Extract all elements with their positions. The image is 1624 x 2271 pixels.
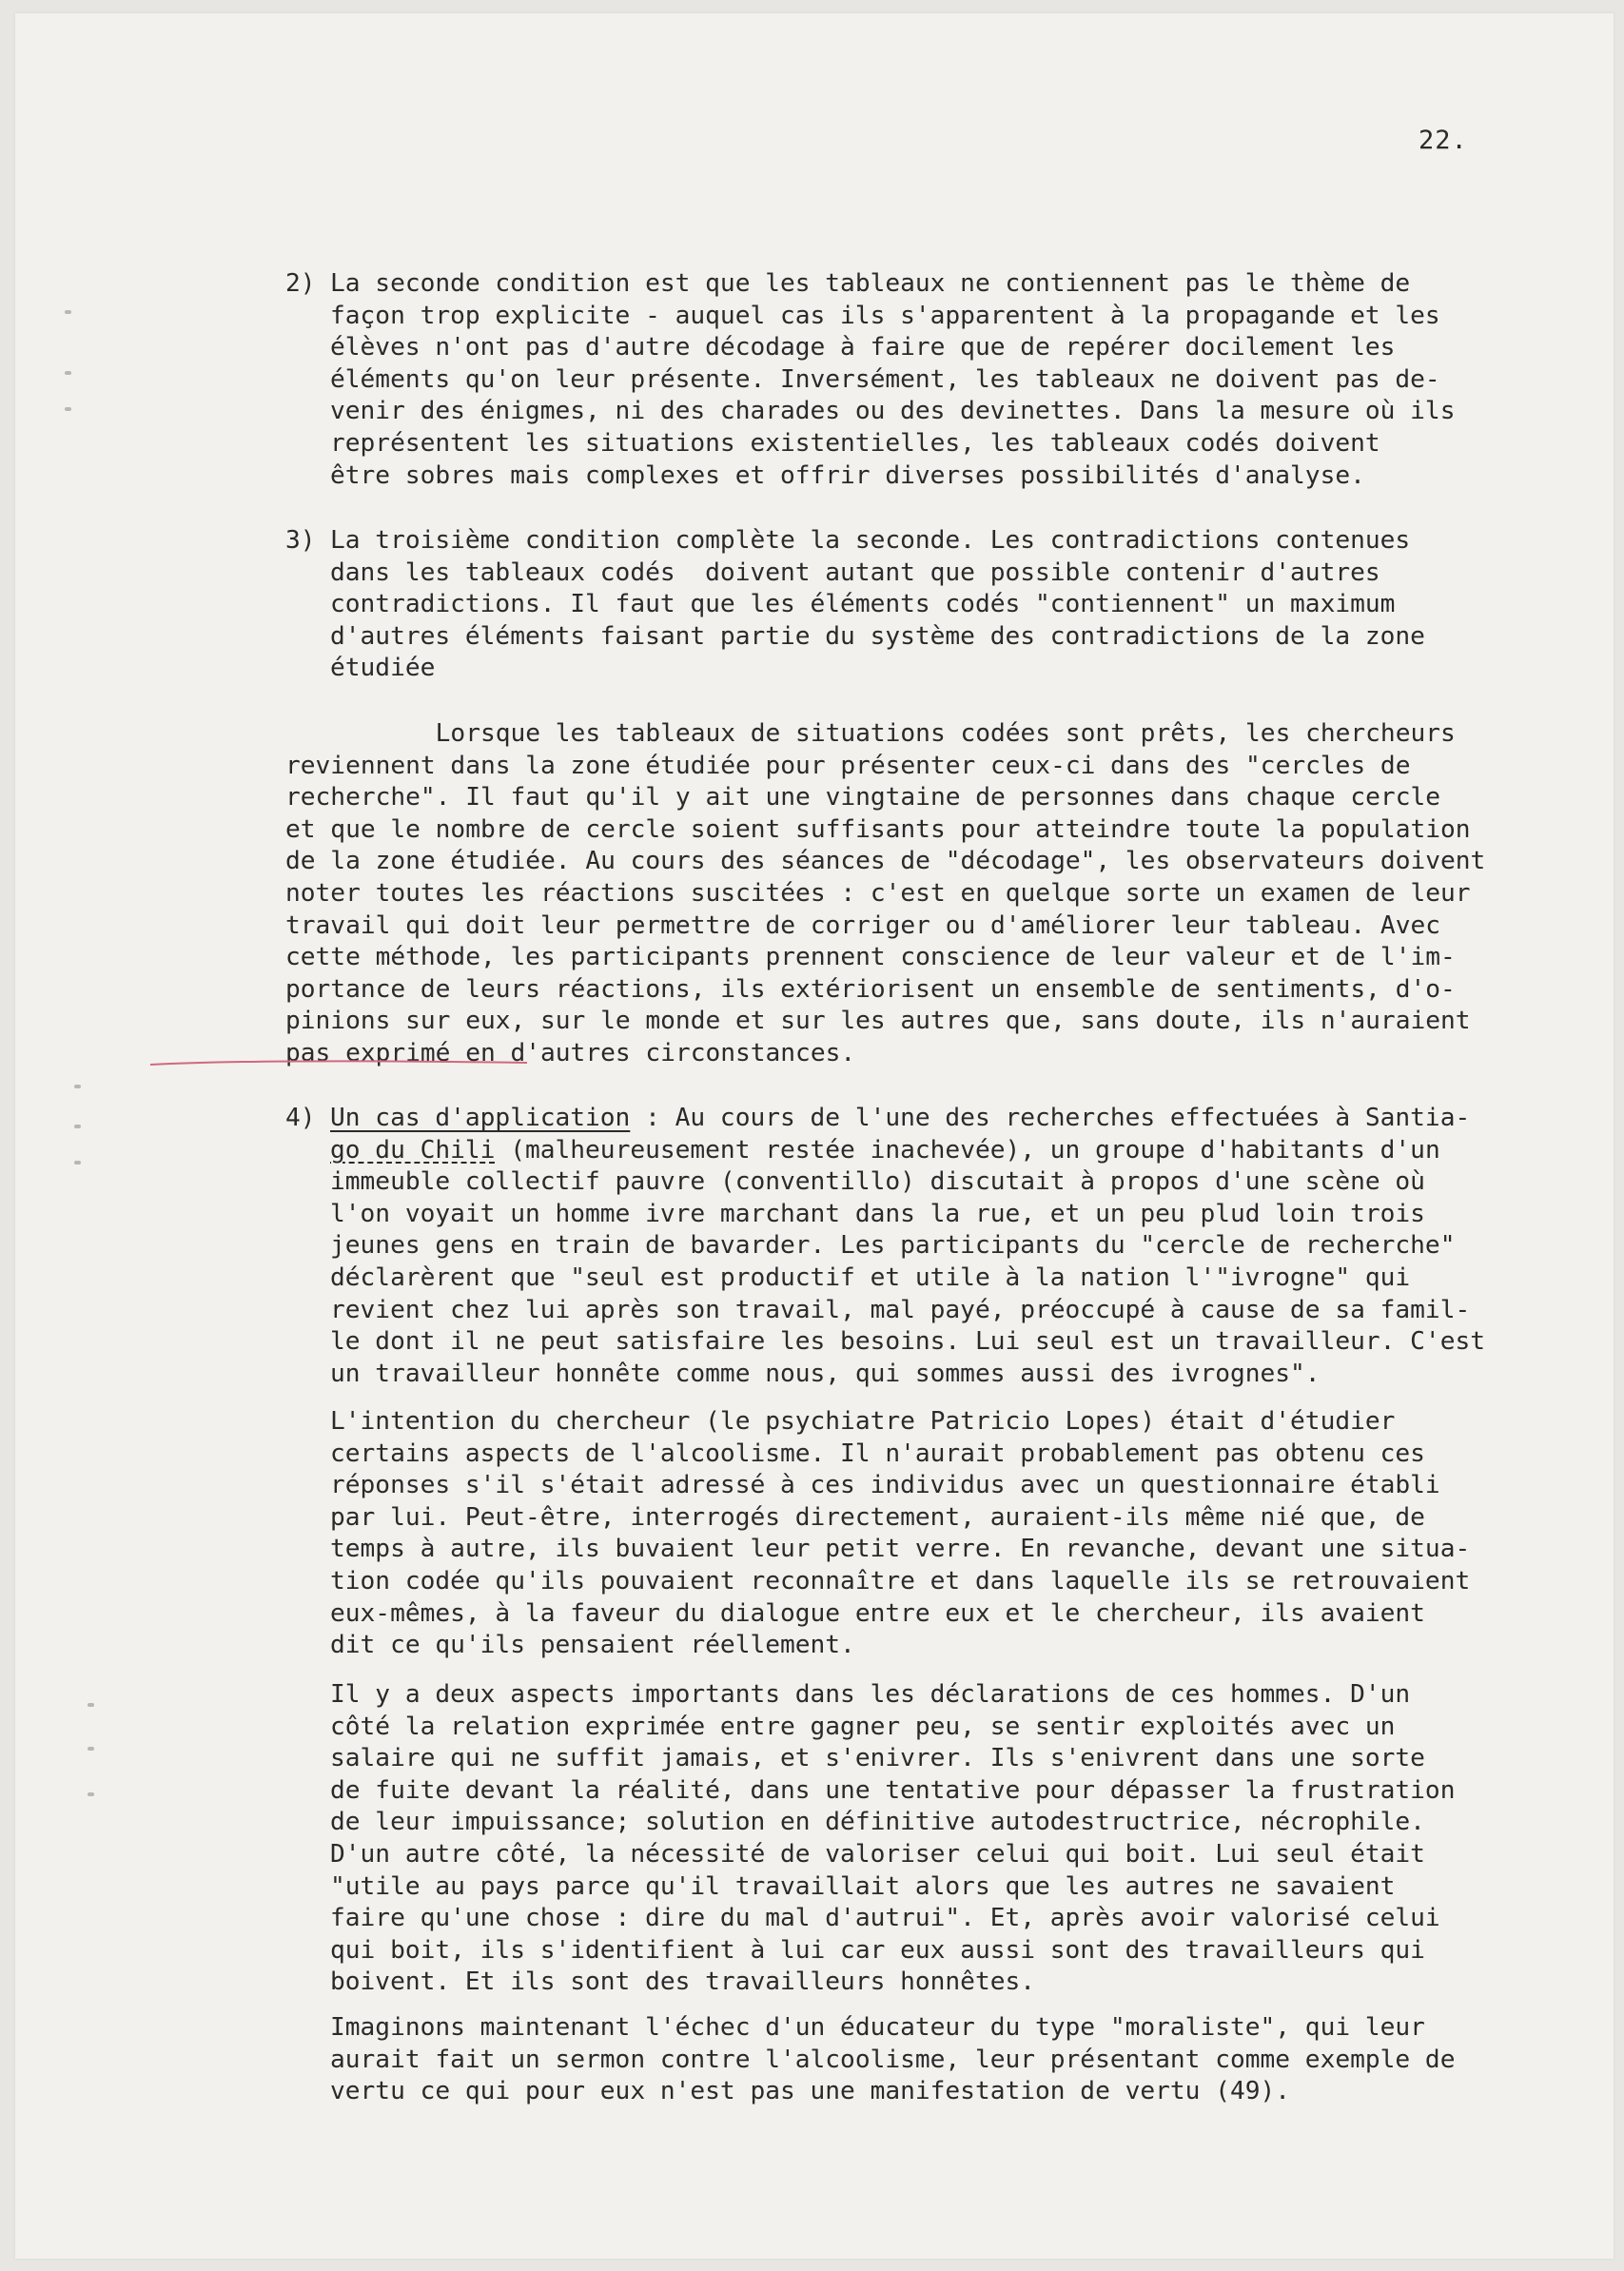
text-line: de leur impuissance; solution en définitive autodestructrice, nécrophile. bbox=[330, 1808, 1425, 1837]
text-line: temps à autre, ils buvaient leur petit verre. En revanche, devant une situa- bbox=[330, 1535, 1471, 1564]
item-number: 4) bbox=[285, 1104, 316, 1132]
binding-hole-mark bbox=[74, 1125, 81, 1128]
text-line: La seconde condition est que les tableaux ne contiennent pas le thème de bbox=[330, 269, 1411, 298]
text-line: éléments qu'on leur présente. Inversément, les tableaux ne doivent pas de- bbox=[330, 364, 1440, 394]
text-line: portance de leurs réactions, ils extériorisent un ensemble de sentiments, d'o- bbox=[285, 974, 1456, 1004]
text-line: étudiée bbox=[330, 654, 436, 683]
text-line: immeuble collectif pauvre (conventillo) discutait à propos d'une scène où bbox=[330, 1167, 1425, 1197]
binding-hole-mark bbox=[88, 1792, 94, 1796]
text-line: tion codée qu'ils pouvaient reconnaître et dans laquelle ils se retrouvaient bbox=[330, 1567, 1471, 1596]
text-line: qui boit, ils s'identifient à lui car eux aussi sont des travailleurs qui bbox=[330, 1935, 1425, 1965]
binding-hole-mark bbox=[74, 1085, 81, 1088]
text-line: représentent les situations existentielles, les tableaux codés doivent bbox=[330, 429, 1380, 458]
text-line: Il y a deux aspects importants dans les déclarations de ces hommes. D'un bbox=[330, 1680, 1411, 1709]
binding-hole-mark bbox=[88, 1703, 94, 1707]
binding-hole-mark bbox=[74, 1161, 81, 1165]
text-line: être sobres mais complexes et offrir diverses possibilités d'analyse. bbox=[330, 460, 1365, 490]
text-line: contradictions. Il faut que les éléments codés "contiennent" un maximum bbox=[330, 590, 1396, 619]
text-line: recherche". Il faut qu'il y ait une vingtaine de personnes dans chaque cercle bbox=[285, 783, 1440, 812]
text-line: par lui. Peut-être, interrogés directement, auraient-ils même nié que, de bbox=[330, 1502, 1425, 1532]
text-line: Imaginons maintenant l'échec d'un éducateur du type "moraliste", qui leur bbox=[330, 2013, 1425, 2042]
text-line: dit ce qu'ils pensaient réellement. bbox=[330, 1631, 855, 1660]
text-line: eux-mêmes, à la faveur du dialogue entre eux et le chercheur, ils avaient bbox=[330, 1598, 1425, 1628]
text-line: certains aspects de l'alcoolisme. Il n'aurait probablement pas obtenu ces bbox=[330, 1439, 1425, 1468]
text-line: de la zone étudiée. Au cours des séances de "décodage", les observateurs doivent bbox=[285, 847, 1486, 876]
text-line: La troisième condition complète la seconde. Les contradictions contenues bbox=[330, 526, 1411, 555]
text-line: côté la relation exprimée entre gagner peu, se sentir exploités avec un bbox=[330, 1712, 1396, 1741]
text-line: déclarèrent que "seul est productif et utile à la nation l'"ivrogne" qui bbox=[330, 1263, 1411, 1292]
document-page bbox=[15, 13, 1614, 2259]
text-line bbox=[330, 1103, 1470, 1135]
text-line: noter toutes les réactions suscitées : c'est en quelque sorte un examen de leur bbox=[285, 879, 1471, 908]
text-line: vertu ce qui pour eux n'est pas une manifestation de vertu (49). bbox=[330, 2077, 1291, 2106]
text-line: le dont il ne peut satisfaire les besoins. Lui seul est un travailleur. C'est bbox=[330, 1327, 1485, 1357]
text-line: Lorsque les tableaux de situations codées sont prêts, les chercheurs bbox=[285, 719, 1456, 748]
text-line: "utile au pays parce qu'il travaillait alors que les autres ne savaient bbox=[330, 1871, 1396, 1901]
binding-hole-mark bbox=[65, 407, 71, 411]
text-line: d'autres éléments faisant partie du système des contradictions de la zone bbox=[330, 621, 1425, 651]
text-line: façon trop explicite - auquel cas ils s'apparentent à la propagande et les bbox=[330, 301, 1440, 330]
text-line: salaire qui ne suffit jamais, et s'enivrer. Ils s'enivrent dans une sorte bbox=[330, 1744, 1425, 1773]
text-line: élèves n'ont pas d'autre décodage à faire que de repérer docilement les bbox=[330, 333, 1396, 362]
text-line: travail qui doit leur permettre de corriger ou d'améliorer leur tableau. Avec bbox=[285, 910, 1440, 940]
text-line: pas exprimé en d'autres circonstances. bbox=[285, 1039, 856, 1067]
text-line: aurait fait un sermon contre l'alcoolisme, leur présentant comme exemple de bbox=[330, 2045, 1456, 2074]
item-4-heading: Un cas d'application bbox=[330, 1104, 631, 1132]
text-line: reviennent dans la zone étudiée pour présenter ceux-ci dans des "cercles de bbox=[285, 751, 1411, 780]
text-line: boivent. Et ils sont des travailleurs honnêtes. bbox=[330, 1968, 1036, 1997]
binding-hole-mark bbox=[88, 1747, 94, 1751]
binding-hole-mark bbox=[65, 310, 71, 314]
text-line: D'un autre côté, la nécessité de valoriser celui qui boit. Lui seul était bbox=[330, 1840, 1425, 1869]
binding-hole-mark bbox=[65, 371, 71, 375]
page-number: 22. bbox=[1419, 126, 1468, 155]
text-line: pinions sur eux, sur le monde et sur les autres que, sans doute, ils n'auraient bbox=[285, 1007, 1471, 1036]
item-number: 2) bbox=[285, 269, 316, 298]
pencil-underline-mark bbox=[148, 1056, 529, 1069]
item-number: 3) bbox=[285, 526, 316, 555]
text-line: cette méthode, les participants prennent conscience de leur valeur et de l'im- bbox=[285, 943, 1456, 972]
text-line: faire qu'une chose : dire du mal d'autrui". Et, après avoir valorisé celui bbox=[330, 1904, 1440, 1933]
text-line: venir des énigmes, ni des charades ou des devinettes. Dans la mesure où ils bbox=[330, 397, 1456, 426]
text-line: de fuite devant la réalité, dans une tentative pour dépasser la frustration bbox=[330, 1775, 1456, 1805]
text-fragment: (malheureusement restée inachevée), un groupe d'habitants d'un bbox=[495, 1135, 1440, 1165]
text-line: L'intention du chercheur (le psychiatre Patricio Lopes) était d'étudier bbox=[330, 1407, 1396, 1436]
underlined-location: go du Chili bbox=[330, 1135, 496, 1165]
text-line: réponses s'il s'était adressé à ces individus avec un questionnaire établi bbox=[330, 1471, 1440, 1500]
text-fragment: : Au cours de l'une des recherches effectuées à Santia- bbox=[630, 1104, 1471, 1132]
text-line: et que le nombre de cercle soient suffisants pour atteindre toute la population bbox=[285, 814, 1471, 844]
text-line: un travailleur honnête comme nous, qui sommes aussi des ivrognes". bbox=[330, 1359, 1321, 1388]
text-line: revient chez lui après son travail, mal payé, préoccupé à cause de sa famil- bbox=[330, 1295, 1471, 1324]
text-line: dans les tableaux codés doivent autant que possible contenir d'autres bbox=[330, 558, 1380, 587]
text-line bbox=[330, 1135, 1440, 1167]
text-line: jeunes gens en train de bavarder. Les participants du "cercle de recherche" bbox=[330, 1231, 1456, 1261]
text-line: l'on voyait un homme ivre marchant dans la rue, et un peu plud loin trois bbox=[330, 1199, 1425, 1228]
